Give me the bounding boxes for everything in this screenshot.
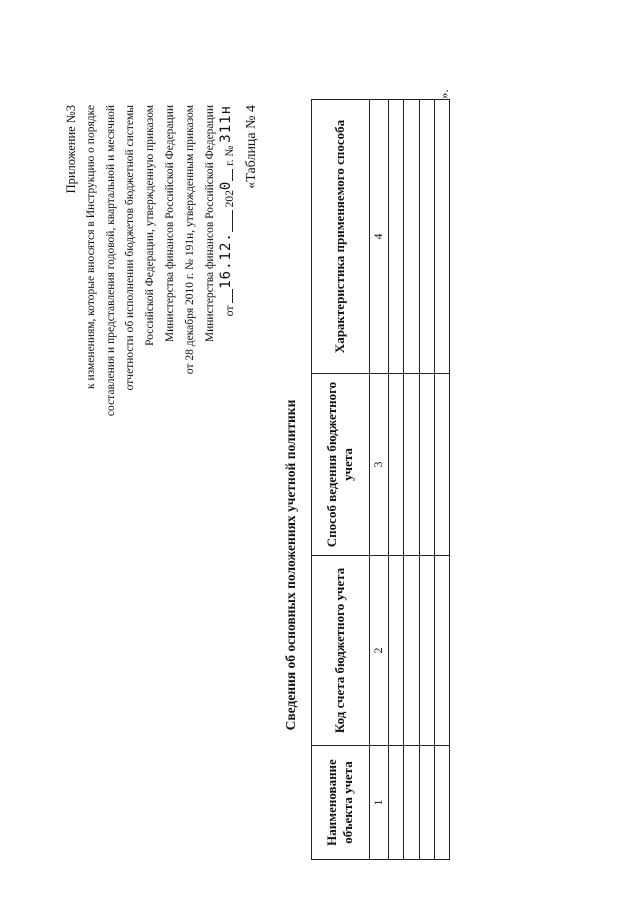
table-cell[interactable]	[434, 100, 449, 374]
table-cell[interactable]	[404, 556, 419, 746]
blank-line	[220, 210, 233, 232]
order-year-suffix: 0	[218, 180, 235, 191]
table-cell[interactable]	[404, 100, 419, 374]
column-number: 3	[369, 374, 388, 556]
appendix-line: отчетности об исполнении бюджетов бюджетной системы	[124, 105, 137, 391]
table-cell[interactable]	[419, 374, 434, 556]
column-number: 4	[369, 100, 388, 374]
header-object-name: Наименование объекта учета	[312, 746, 370, 860]
table-cell[interactable]	[419, 100, 434, 374]
table-cell[interactable]	[404, 374, 419, 556]
header-accounting-method: Способ ведения бюджетного учета	[312, 374, 370, 556]
order-reference	[220, 105, 241, 605]
table-cell[interactable]	[389, 100, 404, 374]
table-number-label: «Таблица № 4	[244, 105, 259, 189]
table-cell[interactable]	[434, 746, 449, 860]
appendix-line: Российской Федерации, утвержденную приказом	[144, 105, 157, 346]
appendix-line: Министерства финансов Российской Федерации	[203, 105, 216, 343]
appendix-line: составления и представления годовой, квартальной и месячной	[104, 105, 117, 417]
table-cell[interactable]	[434, 374, 449, 556]
table-cell[interactable]	[419, 746, 434, 860]
table-cell[interactable]	[389, 374, 404, 556]
table-cell[interactable]	[389, 746, 404, 860]
column-number: 2	[369, 556, 388, 746]
table-row	[389, 100, 404, 860]
table-cell[interactable]	[389, 556, 404, 746]
order-prefix: от	[224, 305, 237, 317]
table-row	[419, 100, 434, 860]
appendix-line: Министерства финансов Российской Федерации	[163, 105, 176, 343]
order-date: 16.12.	[218, 232, 235, 289]
table-row	[404, 100, 419, 860]
order-year-prefix: 202	[224, 190, 237, 208]
table-header-row	[312, 100, 370, 860]
column-number-row	[369, 100, 388, 860]
appendix-title: Приложение №3	[64, 105, 78, 194]
table-cell[interactable]	[404, 746, 419, 860]
table-cell[interactable]	[419, 556, 434, 746]
table-cell[interactable]	[434, 556, 449, 746]
closing-quote: ».	[436, 89, 451, 99]
column-number: 1	[369, 746, 388, 860]
appendix-line: к изменениям, которые вносятся в Инструкцию о порядке	[84, 105, 97, 389]
accounting-policy-table	[311, 99, 450, 860]
blank-line	[220, 289, 233, 303]
order-year-label: г. №	[224, 145, 237, 166]
blank-line	[220, 169, 233, 181]
appendix-note	[62, 105, 241, 605]
table-row	[434, 100, 449, 860]
header-account-code: Код счета бюджетного учета	[312, 556, 370, 746]
order-number: 311н	[218, 105, 235, 143]
table-title: Сведения об основных положениях учетной политики	[283, 399, 298, 731]
appendix-line: от 28 декабря 2010 г. № 191н, утвержденным приказом	[183, 105, 196, 375]
header-method-description: Характеристика применяемого способа	[312, 100, 370, 374]
